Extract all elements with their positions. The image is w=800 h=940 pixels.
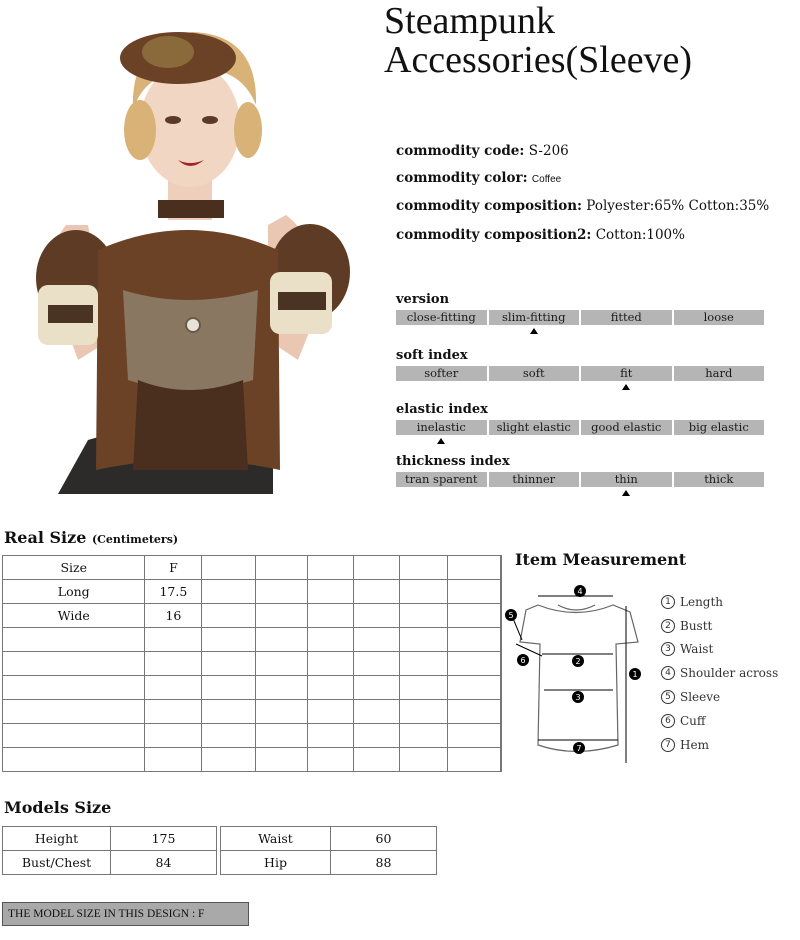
table-cell [400,628,448,652]
table-cell [307,556,353,580]
legend-number: 5 [661,690,675,704]
soft-index-option: hard [674,366,765,381]
version-option: fitted [581,310,672,325]
soft-index-scale [396,366,764,381]
version-option: loose [674,310,765,325]
table-cell [400,580,448,604]
table-cell [256,724,308,748]
table-row [3,700,502,724]
table-cell [202,700,256,724]
table-cell [353,556,400,580]
table-cell [3,724,145,748]
table-cell [307,724,353,748]
table-cell [202,628,256,652]
table-cell [307,748,353,772]
soft-index-option-selected: fit [581,366,672,381]
diagram-marker-6: 6 [520,656,526,665]
table-cell [307,676,353,700]
table-cell [307,604,353,628]
legend-item [661,661,778,685]
table-cell [202,604,256,628]
soft-index-option: softer [396,366,487,381]
real-size-unit: (Centimeters) [91,533,179,546]
table-row [221,827,437,851]
model-size-note: THE MODEL SIZE IN THIS DESIGN : F [2,902,249,926]
legend-label: Waist [680,642,714,657]
table-cell [256,676,308,700]
diagram-marker-3: 3 [575,693,581,702]
table-row [3,628,502,652]
table-row [3,748,502,772]
table-cell [307,700,353,724]
legend-item [661,614,778,638]
elastic-index-option: good elastic [581,420,672,435]
table-cell [202,748,256,772]
diagram-marker-2: 2 [575,657,581,666]
diagram-marker-1: 1 [632,670,638,679]
table-cell [202,724,256,748]
elastic-index-title: elastic index [396,402,488,417]
soft-index-title: soft index [396,348,468,363]
table-cell: Hip [221,851,331,875]
table-cell [353,700,400,724]
legend-item [661,685,778,709]
legend-item [661,638,778,662]
commodity-composition2-row [396,227,685,243]
table-cell [448,676,501,700]
commodity-color-row [396,170,561,186]
table-cell [448,700,501,724]
commodity-composition2-label: commodity composition2: [396,227,592,243]
table-row [221,851,437,875]
table-cell [256,652,308,676]
legend-item [661,733,778,757]
table-cell [353,652,400,676]
table-cell [145,724,202,748]
table-cell [145,676,202,700]
thickness-index-option-selected: thin [581,472,672,487]
legend-number: 1 [661,595,675,609]
thickness-index-scale [396,472,764,487]
commodity-composition-row [396,198,769,214]
legend-label: Length [680,594,724,609]
legend-number: 2 [661,619,675,633]
commodity-color-label: commodity color: [396,170,528,186]
table-cell [3,700,145,724]
table-cell [3,676,145,700]
legend-item [661,709,778,733]
table-cell [448,748,501,772]
table-cell: F [145,556,202,580]
table-cell [256,700,308,724]
table-cell: Long [3,580,145,604]
measurement-diagram [498,580,648,770]
table-row [3,580,502,604]
commodity-color-value: Coffee [531,174,562,185]
version-option-selected: slim-fitting [489,310,580,325]
diagram-marker-5: 5 [508,611,514,620]
table-cell [353,604,400,628]
thickness-index-option: thick [674,472,765,487]
version-scale [396,310,764,325]
real-size-heading [4,528,178,547]
table-cell [145,628,202,652]
table-cell [202,556,256,580]
legend-label: Shoulder across [680,666,779,681]
diagram-marker-7: 7 [576,744,582,753]
table-row [3,724,502,748]
table-cell [353,676,400,700]
table-row [3,556,502,580]
table-cell [145,652,202,676]
table-cell [400,556,448,580]
table-cell [353,628,400,652]
table-cell: 88 [331,851,437,875]
legend-label: Bustt [680,618,713,633]
table-cell: Wide [3,604,145,628]
table-cell [448,628,501,652]
commodity-code-row [396,143,569,159]
table-row [3,604,502,628]
table-cell [256,628,308,652]
thickness-index-title: thickness index [396,454,510,469]
models-size-title: Models Size [4,798,112,817]
legend-number: 6 [661,714,675,728]
table-cell: 16 [145,604,202,628]
commodity-composition-label: commodity composition: [396,198,582,214]
table-cell [448,556,501,580]
table-cell: 17.5 [145,580,202,604]
diagram-marker-4: 4 [577,587,583,596]
table-cell [307,652,353,676]
commodity-composition-value: Polyester:65% Cotton:35% [586,198,770,214]
table-cell: 175 [111,827,217,851]
thickness-index-option: thinner [489,472,580,487]
table-cell [400,604,448,628]
real-size-table [2,555,502,772]
table-cell [353,724,400,748]
table-cell [307,580,353,604]
table-cell [448,580,501,604]
product-title: Steampunk Accessories(Sleeve) [384,0,693,81]
table-cell: Bust/Chest [3,851,111,875]
measurement-title: Item Measurement [515,550,687,569]
legend-label: Cuff [680,713,706,728]
table-row [3,851,217,875]
table-cell [3,748,145,772]
table-cell [501,556,502,580]
measurement-legend [661,590,778,757]
legend-number: 7 [661,738,675,752]
table-cell [400,724,448,748]
table-cell [145,748,202,772]
table-cell [448,604,501,628]
table-cell [256,580,308,604]
commodity-code-label: commodity code: [396,143,525,159]
legend-number: 4 [661,666,675,680]
table-cell [3,628,145,652]
table-row [3,827,217,851]
legend-label: Hem [680,737,709,752]
models-size-table-right [220,826,437,875]
table-cell [202,652,256,676]
table-cell [202,580,256,604]
table-cell [256,556,308,580]
table-cell [448,724,501,748]
commodity-composition2-value: Cotton:100% [595,227,685,243]
table-cell [448,652,501,676]
models-size-table-left [2,826,217,875]
table-cell: 84 [111,851,217,875]
table-cell [256,604,308,628]
elastic-index-option: big elastic [674,420,765,435]
table-cell [353,580,400,604]
elastic-index-option: slight elastic [489,420,580,435]
elastic-index-option-selected: inelastic [396,420,487,435]
version-title: version [396,292,450,307]
legend-label: Sleeve [680,690,721,705]
table-cell [353,748,400,772]
table-cell [256,748,308,772]
table-cell [3,652,145,676]
legend-item [661,590,778,614]
table-cell [400,652,448,676]
table-cell [400,676,448,700]
table-cell [400,700,448,724]
commodity-code-value: S-206 [528,143,569,159]
table-cell [307,628,353,652]
thickness-index-option: tran sparent [396,472,487,487]
real-size-title: Real Size [4,528,87,547]
table-cell: 60 [331,827,437,851]
table-cell [145,700,202,724]
table-row [3,652,502,676]
model-photo [18,10,358,494]
table-cell [202,676,256,700]
legend-number: 3 [661,642,675,656]
soft-index-option: soft [489,366,580,381]
table-cell: Height [3,827,111,851]
table-cell [400,748,448,772]
table-cell: Size [3,556,145,580]
version-option: close-fitting [396,310,487,325]
elastic-index-scale [396,420,764,435]
table-row [3,676,502,700]
table-cell: Waist [221,827,331,851]
